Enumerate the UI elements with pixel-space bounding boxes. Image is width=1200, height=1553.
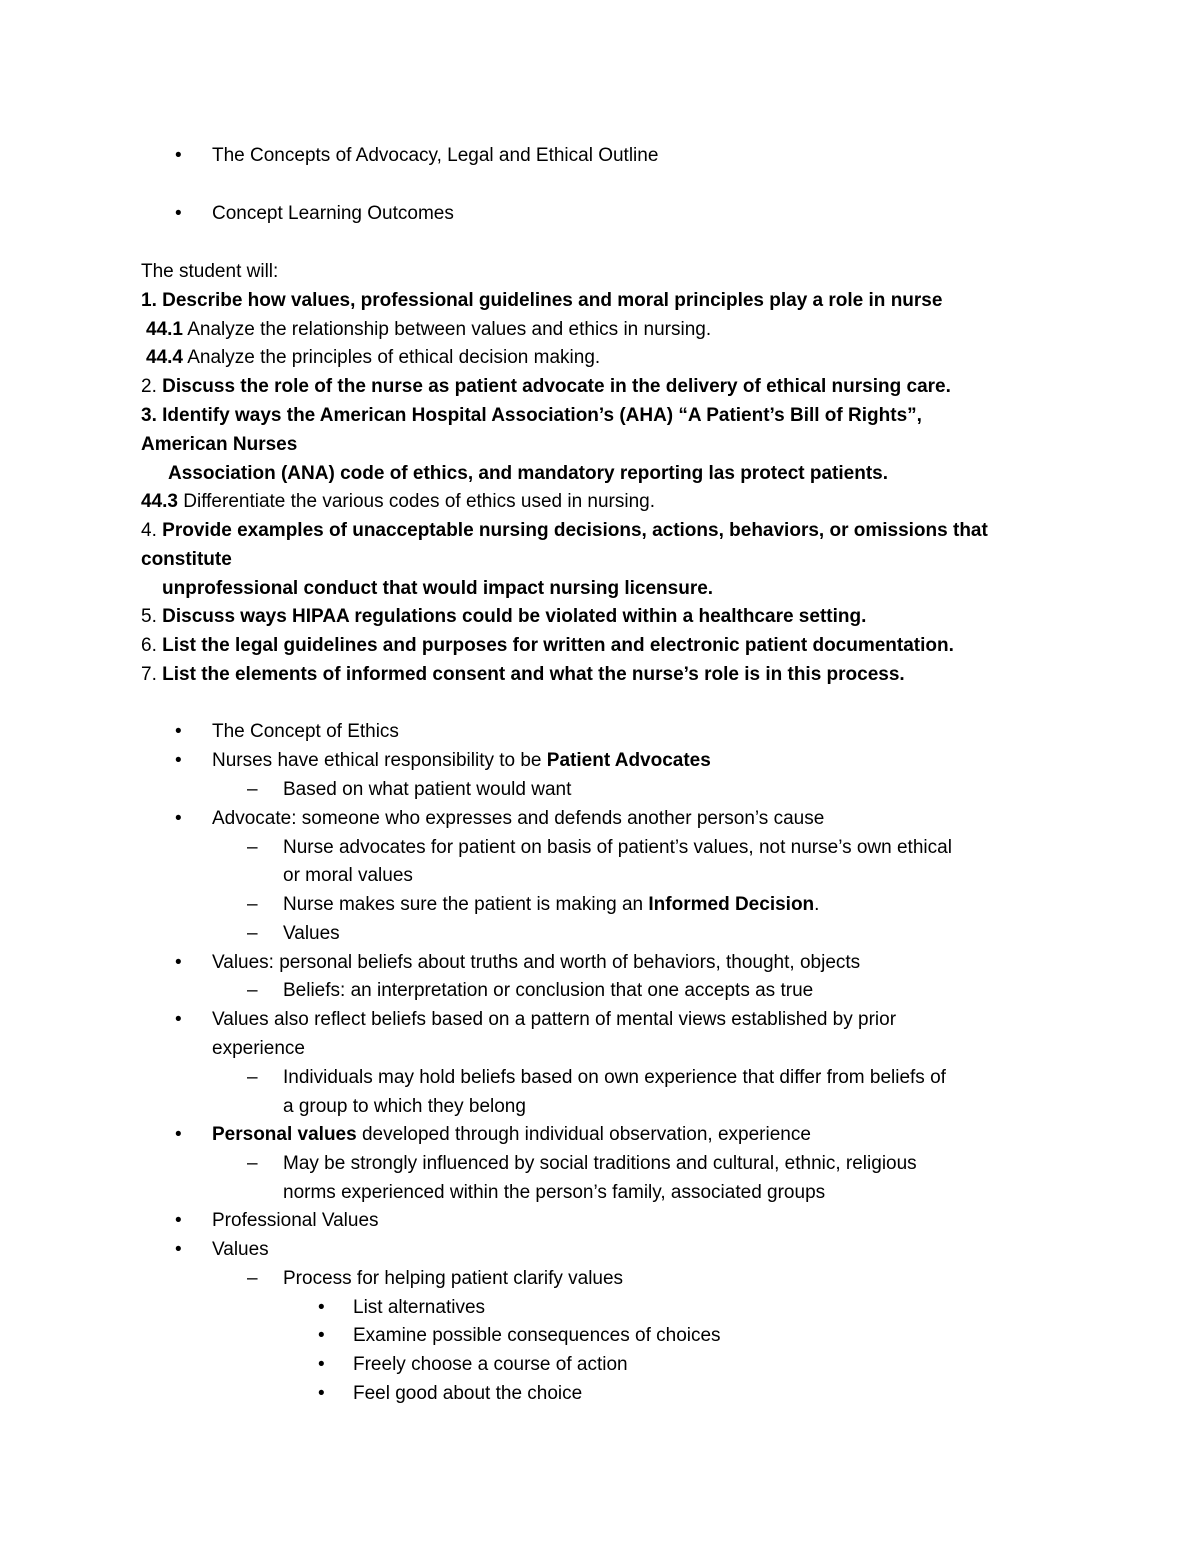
outcome-3: 3. Identify ways the American Hospital Association’s (AHA) “A Patient’s Bill of Rights”,: [141, 405, 922, 426]
sub-outcome-44-1: 44.1 Analyze the relationship between values and ethics in nursing.: [146, 319, 712, 340]
sub-outcome-44-4: 44.4 Analyze the principles of ethical decision making.: [146, 347, 601, 368]
beliefs-definition: Beliefs: an interpretation or conclusion that one accepts as true: [283, 980, 814, 1001]
influences-cont: norms experienced within the person’s family, associated groups: [283, 1182, 826, 1203]
outcome-4-cont: constitute: [141, 549, 232, 570]
bullet-icon: •: [175, 808, 182, 829]
dash-icon: –: [247, 837, 258, 858]
bullet-icon: •: [175, 952, 182, 973]
advocate-definition: Advocate: someone who expresses and defends another person’s cause: [212, 808, 825, 829]
bullet-icon: •: [175, 145, 182, 166]
outcome-2: 2. Discuss the role of the nurse as patient advocate in the delivery of ethical nursing care.: [141, 376, 951, 397]
informed-decision-line: Nurse makes sure the patient is making an Informed Decision.: [283, 894, 820, 915]
bullet-icon: •: [175, 1210, 182, 1231]
dash-icon: –: [247, 1268, 258, 1289]
values-reflect: Values also reflect beliefs based on a pattern of mental views established by prior: [212, 1009, 897, 1030]
outcome-4-cont2: unprofessional conduct that would impact nursing licensure.: [162, 578, 714, 599]
sub-outcome-44-3: 44.3 Differentiate the various codes of ethics used in nursing.: [141, 491, 656, 512]
bullet-icon: •: [318, 1383, 325, 1404]
outcome-6: 6. List the legal guidelines and purposes for written and electronic patient documentation.: [141, 635, 954, 656]
values-sub: Values: [283, 923, 340, 944]
outcome-4: 4. Provide examples of unacceptable nursing decisions, actions, behaviors, or omissions that: [141, 520, 988, 541]
concept-of-ethics: The Concept of Ethics: [212, 721, 399, 742]
bullet-icon: •: [318, 1325, 325, 1346]
personal-values: Personal values developed through individual observation, experience: [212, 1124, 811, 1145]
step-item: Examine possible consequences of choices: [353, 1325, 721, 1346]
ethical-responsibility: Nurses have ethical responsibility to be Patient Advocates: [212, 750, 711, 771]
bullet-icon: •: [175, 721, 182, 742]
outcome-5: 5. Discuss ways HIPAA regulations could be violated within a healthcare setting.: [141, 606, 867, 627]
values-reflect-cont: experience: [212, 1038, 305, 1059]
intro-text: The student will:: [141, 261, 279, 282]
outcome-7: 7. List the elements of informed consent and what the nurse’s role is in this process.: [141, 664, 905, 685]
outline-title: The Concepts of Advocacy, Legal and Ethical Outline: [212, 145, 659, 166]
bullet-icon: •: [175, 1239, 182, 1260]
bullet-icon: •: [318, 1354, 325, 1375]
individuals-beliefs: Individuals may hold beliefs based on own experience that differ from beliefs of: [283, 1067, 946, 1088]
influences: May be strongly influenced by social traditions and cultural, ethnic, religious: [283, 1153, 917, 1174]
dash-icon: –: [247, 1067, 258, 1088]
step-item: List alternatives: [353, 1297, 486, 1318]
outcome-3-cont2: Association (ANA) code of ethics, and mandatory reporting las protect patients.: [168, 463, 888, 484]
bullet-icon: •: [175, 1124, 182, 1145]
nurse-advocates: Nurse advocates for patient on basis of patient’s values, not nurse’s own ethical: [283, 837, 952, 858]
bullet-icon: •: [175, 203, 182, 224]
outcome-3-cont: American Nurses: [141, 434, 298, 455]
bullet-icon: •: [175, 1009, 182, 1030]
professional-values: Professional Values: [212, 1210, 379, 1231]
step-item: Feel good about the choice: [353, 1383, 583, 1404]
dash-icon: –: [247, 923, 258, 944]
step-item: Freely choose a course of action: [353, 1354, 628, 1375]
values-definition: Values: personal beliefs about truths and worth of behaviors, thought, objects: [212, 952, 861, 973]
bullet-icon: •: [318, 1297, 325, 1318]
bullet-icon: •: [175, 750, 182, 771]
values-heading: Values: [212, 1239, 269, 1260]
dash-icon: –: [247, 1153, 258, 1174]
outcome-1: 1. Describe how values, professional guidelines and moral principles play a role in nurse: [141, 290, 943, 311]
dash-icon: –: [247, 779, 258, 800]
clarify-process: Process for helping patient clarify values: [283, 1268, 624, 1289]
dash-icon: –: [247, 894, 258, 915]
nurse-advocates-cont: or moral values: [283, 865, 413, 886]
based-on-patient: Based on what patient would want: [283, 779, 572, 800]
dash-icon: –: [247, 980, 258, 1001]
individuals-beliefs-cont: a group to which they belong: [283, 1096, 526, 1117]
outcomes-heading: Concept Learning Outcomes: [212, 203, 454, 224]
